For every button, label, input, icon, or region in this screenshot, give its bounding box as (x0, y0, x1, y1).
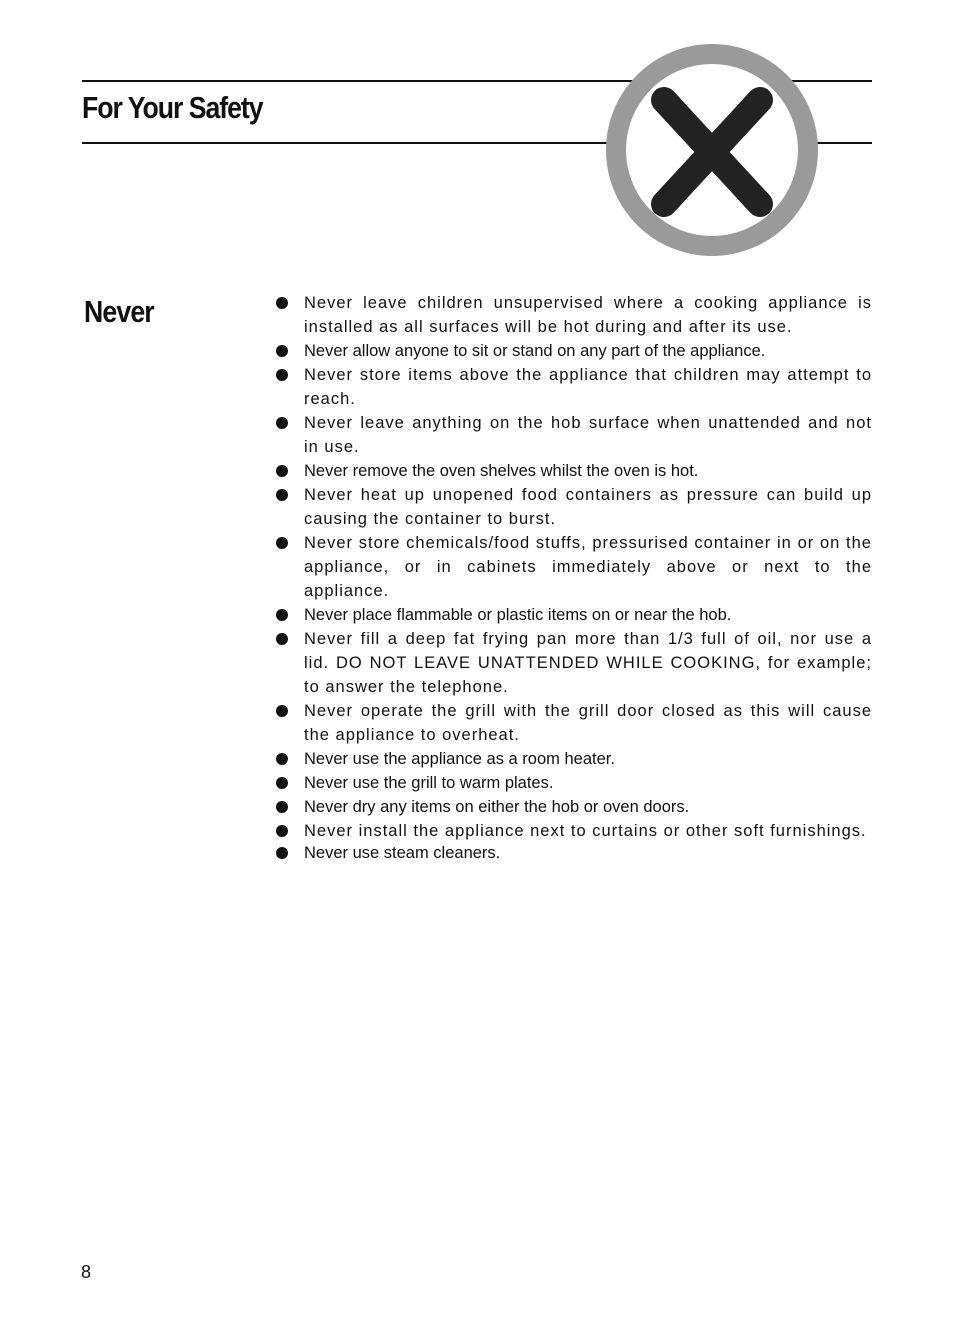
bullet-icon (276, 369, 288, 381)
list-item: Never allow anyone to sit or stand on any part of the appliance. (274, 339, 872, 363)
list-item: Never place flammable or plastic items on or near the hob. (274, 603, 872, 627)
bullet-icon (276, 609, 288, 621)
bullet-icon (276, 825, 288, 837)
prohibited-cross-icon (606, 44, 818, 256)
bullet-icon (276, 801, 288, 813)
list-item: Never use the appliance as a room heater. (274, 747, 872, 771)
list-item: Never use the grill to warm plates. (274, 771, 872, 795)
section-title: Never (84, 294, 154, 329)
list-item: Never operate the grill with the grill door closed as this will cause the appliance to overheat. (274, 699, 872, 747)
list-item: Never install the appliance next to curtains or other soft furnishings. (274, 819, 872, 843)
bullet-icon (276, 345, 288, 357)
bullet-icon (276, 777, 288, 789)
page-title: For Your Safety (82, 90, 263, 125)
list-item: Never dry any items on either the hob or oven doors. (274, 795, 872, 819)
list-item: Never leave anything on the hob surface when unattended and not in use. (274, 411, 872, 459)
page-number: 8 (81, 1262, 92, 1282)
bullet-icon (276, 537, 288, 549)
list-item: Never store chemicals/food stuffs, pressurised container in or on the appliance, or in cabinets immediately above or next to the appliance. (274, 531, 872, 603)
bullet-icon (276, 489, 288, 501)
bullet-icon (276, 417, 288, 429)
list-item: Never heat up unopened food containers as pressure can build up causing the container to burst. (274, 483, 872, 531)
bullet-icon (276, 753, 288, 765)
bullet-icon (276, 705, 288, 717)
bullet-icon (276, 847, 288, 859)
bullet-icon (276, 465, 288, 477)
list-item: Never fill a deep fat frying pan more than 1/3 full of oil, nor use a lid. DO NOT LEAVE UNATTENDED WHILE COOKING, for example; to answer the telephone. (274, 627, 872, 699)
never-list (274, 291, 872, 865)
list-item: Never leave children unsupervised where a cooking appliance is installed as all surfaces will be hot during and after its use. (274, 291, 872, 339)
bullet-icon (276, 633, 288, 645)
list-item: Never remove the oven shelves whilst the oven is hot. (274, 459, 872, 483)
list-item: Never use steam cleaners. (274, 841, 872, 865)
bullet-icon (276, 297, 288, 309)
list-item: Never store items above the appliance that children may attempt to reach. (274, 363, 872, 411)
